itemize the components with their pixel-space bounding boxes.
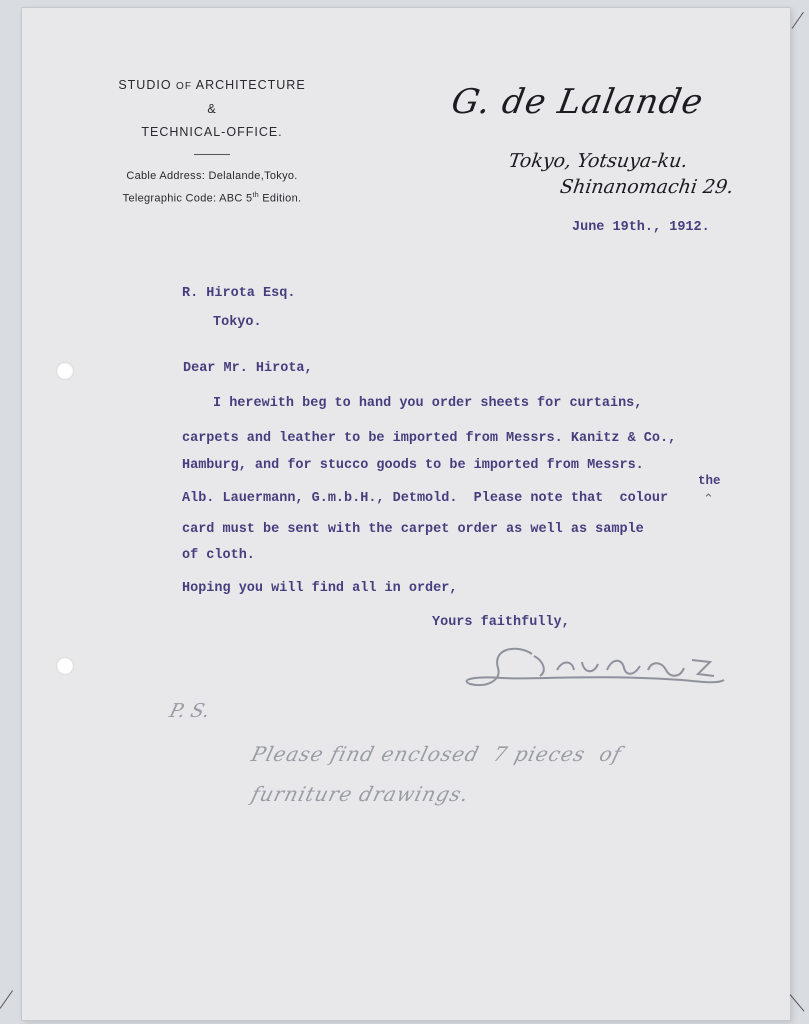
salutation: Dear Mr. Hirota, [183, 361, 313, 376]
body-line: I herewith beg to hand you order sheets for curtains, [213, 396, 643, 411]
body-line: of cloth. [182, 548, 255, 563]
brand-name: G. de Lalande [448, 82, 707, 122]
handwritten-signature [462, 640, 732, 700]
studio-line-1: STUDIO OF ARCHITECTURE [118, 78, 306, 92]
recipient-name: R. Hirota Esq. [182, 286, 296, 301]
letterhead-divider [194, 154, 230, 155]
closing: Yours faithfully, [432, 615, 570, 630]
address-line-1: Tokyo, Yotsuya-ku. [507, 150, 690, 172]
address-line-2: Shinanomachi 29. [558, 176, 735, 198]
corner-mark-bottom-left [0, 990, 13, 1009]
telegraphic-code: Telegraphic Code: ABC 5th Edition. [122, 192, 302, 205]
corner-mark-bottom-right [790, 994, 805, 1011]
cable-address: Cable Address: Delalande,Tokyo. [126, 170, 298, 182]
body-line: Hoping you will find all in order, [182, 581, 458, 596]
postscript-line-2: furniture drawings. [249, 782, 472, 806]
postscript-line-1: Please find enclosed 7 pieces of [249, 742, 625, 766]
punch-hole-bottom [56, 657, 74, 675]
body-line: Hamburg, and for stucco goods to be imported from Messrs. [182, 458, 644, 473]
letter-date: June 19th., 1912. [572, 220, 710, 235]
corner-mark-top-right [792, 12, 804, 29]
letterhead-studio [92, 74, 332, 209]
studio-line-2: & [207, 102, 217, 116]
postscript-label: P. S. [167, 700, 213, 722]
insertion-caret-icon: ⌃ [703, 492, 714, 507]
studio-line-3: TECHNICAL-OFFICE. [141, 125, 283, 139]
body-line: card must be sent with the carpet order as well as sample [182, 522, 644, 537]
punch-hole-top [56, 362, 74, 380]
letterhead-address [503, 148, 738, 200]
body-line: carpets and leather to be imported from Messrs. Kanitz & Co., [182, 431, 677, 446]
recipient-city: Tokyo. [213, 315, 262, 330]
body-line: Alb. Lauermann, G.m.b.H., Detmold. Please note that colour [182, 491, 669, 506]
letter-sheet [22, 8, 790, 1020]
inserted-word: the [698, 474, 721, 488]
